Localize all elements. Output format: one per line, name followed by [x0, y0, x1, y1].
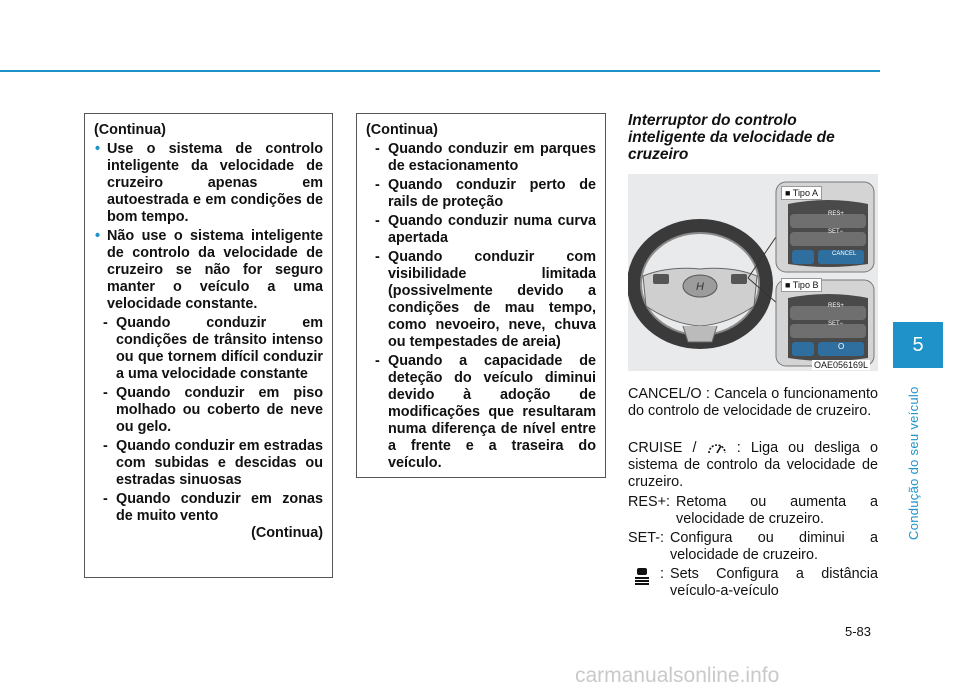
- desc-res: RES+: Retoma ou aumenta a velocidade de cruzeiro.: [628, 494, 878, 527]
- dash-item: - Quando conduzir numa curva apertada: [375, 213, 596, 246]
- section-heading: Interruptor do controlo inteligente da velocidade de cruzeiro: [628, 112, 835, 163]
- dash-item: - Quando conduzir em parques de estacionamento: [375, 141, 596, 174]
- dash-item: - Quando conduzir em piso molhado ou coberto de neve ou gelo.: [103, 385, 323, 435]
- set-label: SET−: [828, 229, 844, 235]
- steering-wheel-figure: [628, 174, 878, 371]
- dash-item: - Quando conduzir em estradas com subidas e descidas ou estradas sinuosas: [103, 438, 323, 488]
- figure-caption: OAE056169L: [814, 360, 869, 370]
- cruise-speedometer-icon: [707, 440, 727, 456]
- continued-label: (Continua): [251, 525, 323, 541]
- res-label: RES+: [828, 211, 844, 217]
- desc-set: SET-: Configura ou diminui a velocidade de cruzeiro.: [628, 530, 878, 563]
- chapter-tab: [893, 322, 943, 368]
- o-label: O: [838, 342, 845, 351]
- res-label: RES+: [828, 303, 844, 309]
- dash-item: - Quando conduzir perto de rails de proteção: [375, 177, 596, 210]
- bullet-icon: •: [95, 141, 101, 157]
- svg-text:H: H: [696, 281, 704, 293]
- warning-box-1: [84, 113, 333, 578]
- warning-box-2: [356, 113, 606, 478]
- dash-item: - Quando a capacidade de deteção do veículo diminui devido à adoção de modificações que resultaram numa diferença de nível entre a frente e a traseira do veículo.: [375, 353, 596, 471]
- continued-label: (Continua): [366, 122, 438, 138]
- page-number: 5-83: [845, 624, 872, 639]
- chapter-title: Condução do seu veículo: [906, 386, 921, 540]
- desc-cancel: CANCEL/O : Cancela o funcionamento do controlo de velocidade de cruzeiro.: [628, 386, 878, 419]
- type-b-label: ■ Tipo B: [781, 278, 822, 292]
- bullet-icon: •: [95, 228, 101, 244]
- vehicle-distance-icon: [632, 566, 652, 586]
- dash-item: - Quando conduzir em zonas de muito vento: [103, 491, 323, 524]
- watermark: carmanualsonline.info: [575, 664, 780, 687]
- chapter-title-vertical: [906, 380, 930, 540]
- set-label: SET−: [828, 321, 844, 327]
- continued-label: (Continua): [94, 122, 166, 138]
- bullet-item: • Use o sistema de controlo inteligente da velocidade de cruzeiro apenas em autoestrada e em condições de bom tempo.: [95, 141, 323, 225]
- dash-item: - Quando conduzir com visibilidade limitada (possivelmente devido a condições de mau tempo, como nevoeiro, neve, chuva ou tempestades de areia): [375, 249, 596, 350]
- chapter-number: 5: [912, 333, 924, 356]
- desc-cruise: CRUISE / : Liga ou desliga o sistema de controlo da velocidade de cruzeiro.: [628, 440, 879, 490]
- type-a-label: ■ Tipo A: [781, 186, 822, 200]
- bullet-item: • Não use o sistema inteligente de controlo da velocidade de cruzeiro se não for seguro manter o veículo a uma velocidade constante.: [95, 228, 323, 312]
- dash-item: - Quando conduzir em condições de trânsito intenso ou que tornem difícil conduzir a uma velocidade constante: [103, 315, 323, 382]
- cancel-label: CANCEL: [832, 251, 857, 257]
- header-rule: [0, 70, 880, 72]
- desc-distance: : Sets Configura a distância veículo-a-veículo: [628, 566, 878, 600]
